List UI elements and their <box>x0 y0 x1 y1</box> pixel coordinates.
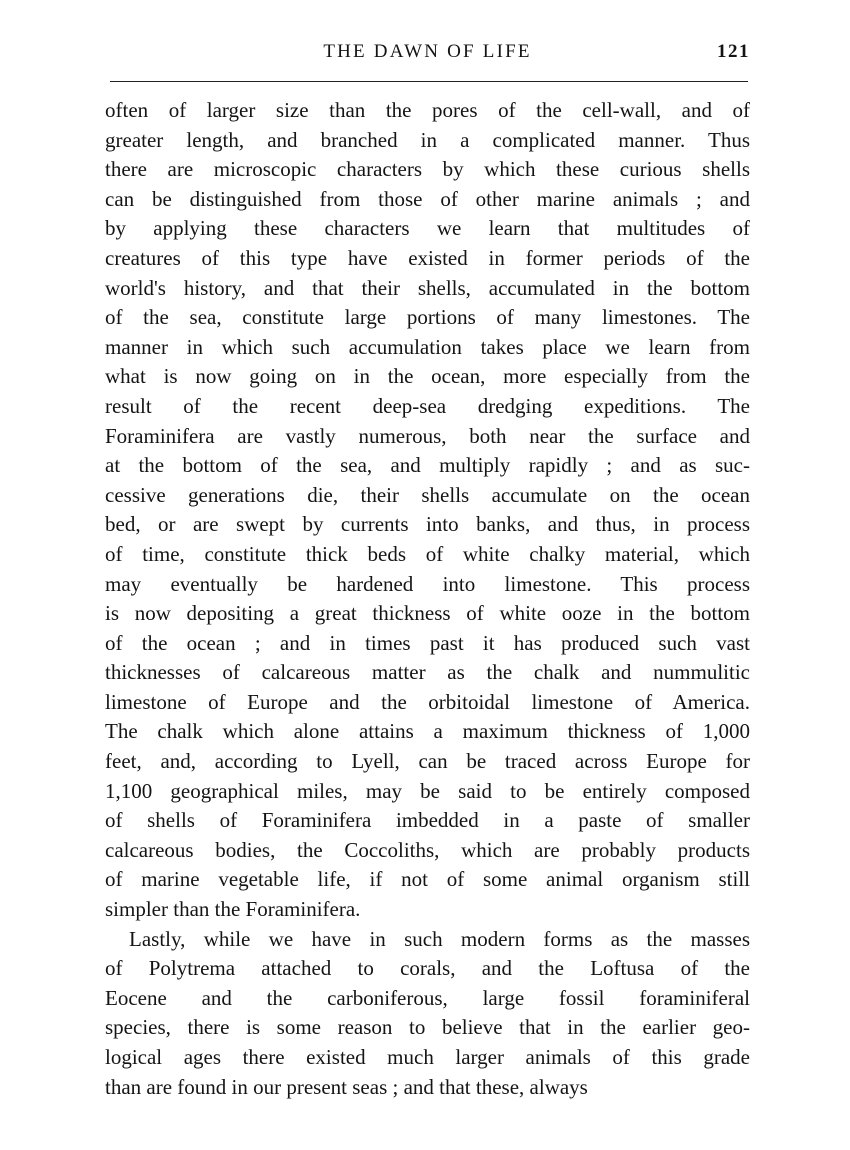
text-line: species, there is some reason to believe that in the earlier geo- <box>105 1015 750 1040</box>
text-line: Foraminifera are vastly numerous, both near the surface and <box>105 423 750 448</box>
text-line: world's history, and that their shells, accumulated in the bottom <box>105 275 750 300</box>
text-line: thicknesses of calcareous matter as the chalk and nummulitic <box>105 660 750 685</box>
text-line: Eocene and the carboniferous, large fossil foraminiferal <box>105 985 750 1010</box>
text-line: manner in which such accumulation takes place we learn from <box>105 334 750 359</box>
text-line: of time, constitute thick beds of white chalky material, which <box>105 541 750 566</box>
text-line: feet, and, according to Lyell, can be traced across Europe for <box>105 749 750 774</box>
text-line: is now depositing a great thickness of white ooze in the bottom <box>105 601 750 626</box>
header-rule <box>110 81 748 82</box>
body-text <box>105 96 750 1102</box>
text-line: than are found in our present seas ; and that these, always <box>105 1074 588 1099</box>
running-title: THE DAWN OF LIFE <box>323 41 532 62</box>
paragraph <box>105 925 750 1103</box>
text-line: of the sea, constitute large portions of many limestones. The <box>105 305 750 330</box>
text-line: of Polytrema attached to corals, and the Loftusa of the <box>105 956 750 981</box>
text-line: The chalk which alone attains a maximum thickness of 1,000 <box>105 719 750 744</box>
text-line: of shells of Foraminifera imbedded in a paste of smaller <box>105 808 750 833</box>
text-line: by applying these characters we learn that multitudes of <box>105 216 750 241</box>
text-line: bed, or are swept by currents into banks, and thus, in process <box>105 512 750 537</box>
text-line: limestone of Europe and the orbitoidal limestone of America. <box>105 689 750 714</box>
text-line: Lastly, while we have in such modern forms as the masses <box>129 926 750 951</box>
text-line: greater length, and branched in a complicated manner. Thus <box>105 127 750 152</box>
text-line: result of the recent deep-sea dredging expeditions. The <box>105 393 750 418</box>
running-head <box>105 38 750 66</box>
text-line: what is now going on in the ocean, more especially from the <box>105 364 750 389</box>
text-line: of marine vegetable life, if not of some animal organism still <box>105 867 750 892</box>
text-line: there are microscopic characters by which these curious shells <box>105 157 750 182</box>
text-line: logical ages there existed much larger animals of this grade <box>105 1045 750 1069</box>
text-line: of the ocean ; and in times past it has produced such vast <box>105 630 750 655</box>
text-line: cessive generations die, their shells accumulate on the ocean <box>105 482 750 507</box>
paragraph <box>105 96 750 925</box>
text-line: may eventually be hardened into limestone. This process <box>105 571 750 596</box>
text-line: often of larger size than the pores of the cell-wall, and of <box>105 98 750 122</box>
text-line: creatures of this type have existed in former periods of the <box>105 245 750 270</box>
text-line: simpler than the Foraminifera. <box>105 897 361 922</box>
text-line: can be distinguished from those of other marine animals ; and <box>105 186 750 211</box>
text-line: calcareous bodies, the Coccoliths, which are probably products <box>105 837 750 862</box>
text-line: at the bottom of the sea, and multiply rapidly ; and as suc- <box>105 453 750 478</box>
page-number: 121 <box>717 41 750 62</box>
text-line: 1,100 geographical miles, may be said to be entirely composed <box>105 778 750 803</box>
